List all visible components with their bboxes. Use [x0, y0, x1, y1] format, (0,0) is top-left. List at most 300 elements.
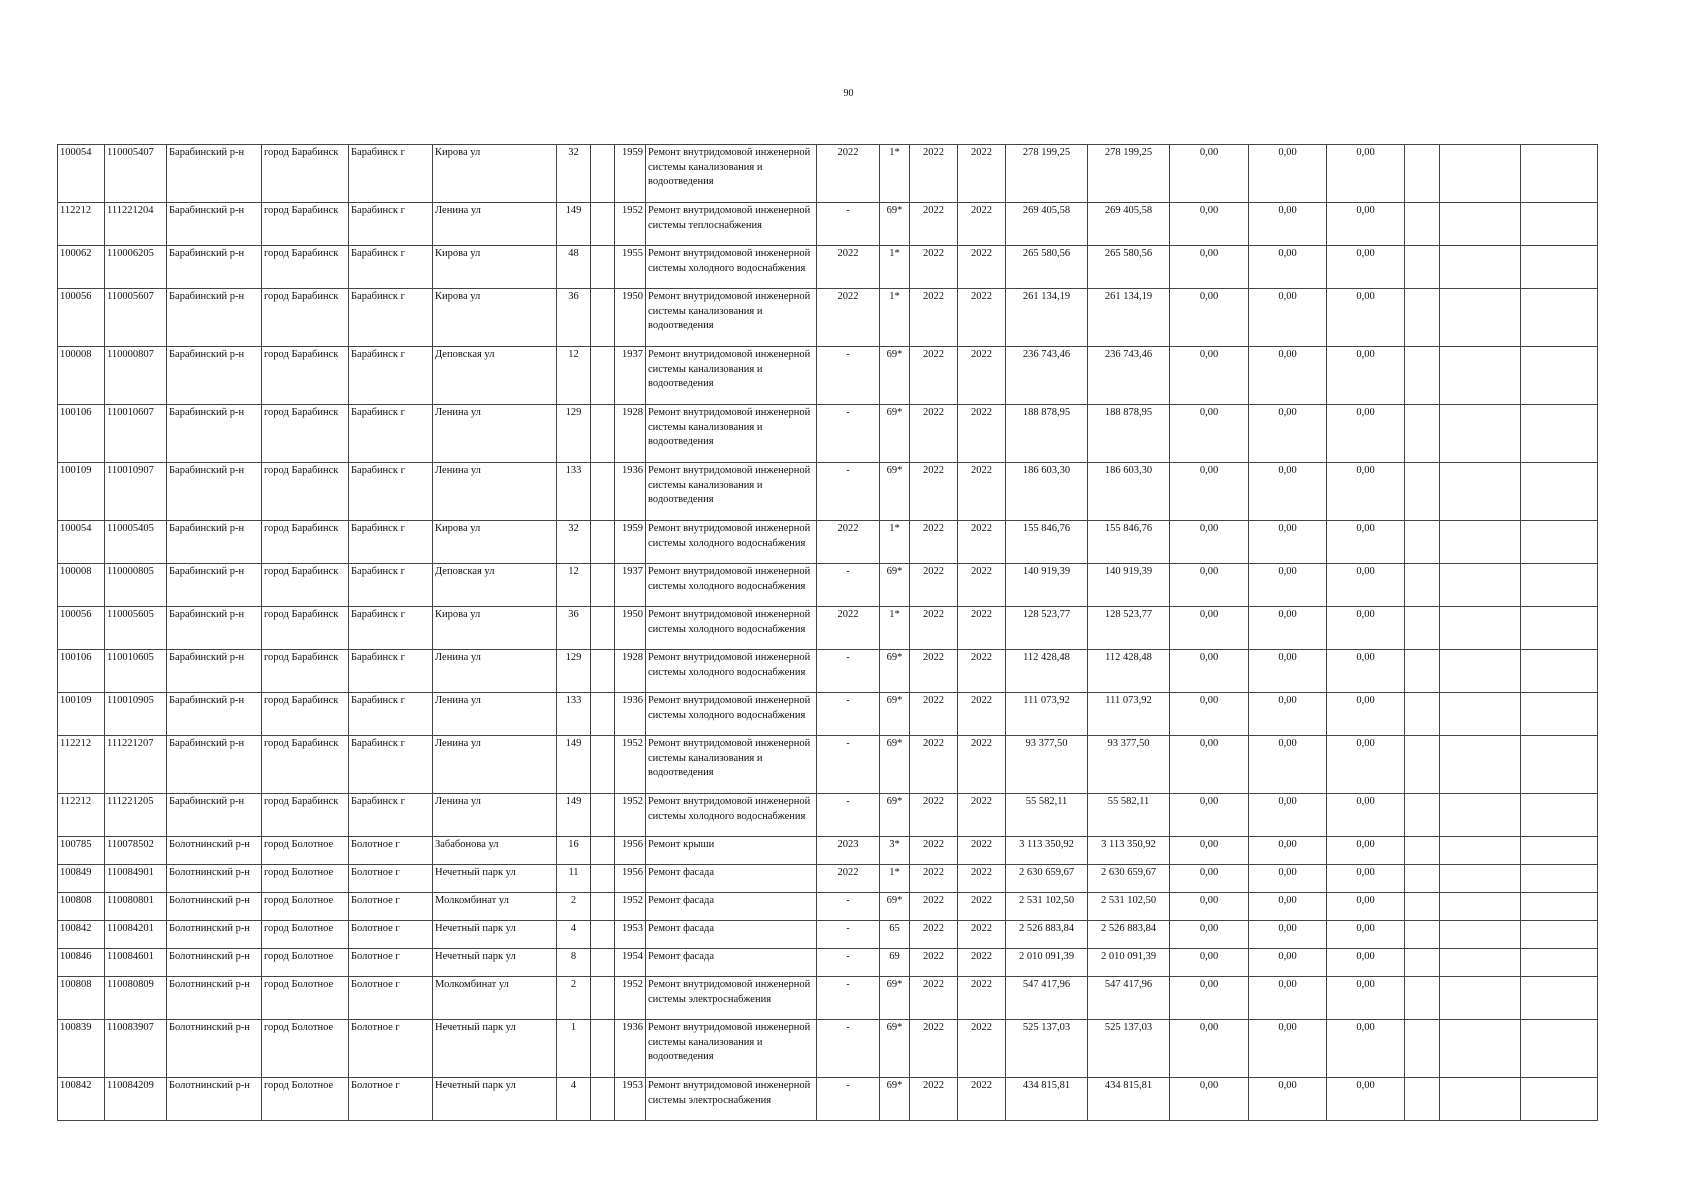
cell-total-cost: 265 580,56: [1006, 246, 1088, 289]
cell-budget-regional: 0,00: [1249, 289, 1327, 347]
cell-house-number: 149: [557, 794, 591, 837]
cell-street: Нечетный парк ул: [433, 949, 557, 977]
cell-extra-1: [1405, 1078, 1440, 1121]
cell-district: Барабинский р-н: [167, 521, 262, 564]
cell-street: Нечетный парк ул: [433, 865, 557, 893]
cell-settlement: город Барабинск: [262, 145, 349, 203]
cell-district: Барабинский р-н: [167, 289, 262, 347]
cell-budget-regional: 0,00: [1249, 246, 1327, 289]
cell-fund-cost: 112 428,48: [1088, 650, 1170, 693]
cell-building: [591, 607, 615, 650]
cell-house-id: 100008: [58, 347, 105, 405]
cell-construction-year: 1928: [615, 405, 646, 463]
cell-house-number: 32: [557, 521, 591, 564]
cell-start-year: 2022: [910, 289, 958, 347]
cell-object-code: 110005405: [105, 521, 167, 564]
cell-plan-year: -: [817, 1020, 880, 1078]
cell-basis-code: 69*: [880, 463, 910, 521]
table-row: [58, 1078, 1598, 1121]
cell-start-year: 2022: [910, 865, 958, 893]
cell-house-id: 100839: [58, 1020, 105, 1078]
cell-object-code: 110084209: [105, 1078, 167, 1121]
cell-budget-local: 0,00: [1327, 463, 1405, 521]
cell-settlement: город Барабинск: [262, 246, 349, 289]
cell-basis-code: 69*: [880, 893, 910, 921]
cell-house-id: 100808: [58, 977, 105, 1020]
cell-construction-year: 1959: [615, 145, 646, 203]
cell-work-type: Ремонт внутридомовой инженерной системы холодного водоснабжения: [646, 693, 817, 736]
cell-street: Ленина ул: [433, 693, 557, 736]
cell-house-number: 36: [557, 289, 591, 347]
cell-house-number: 12: [557, 564, 591, 607]
cell-budget-regional: 0,00: [1249, 650, 1327, 693]
table-row: [58, 564, 1598, 607]
cell-work-type: Ремонт внутридомовой инженерной системы теплоснабжения: [646, 203, 817, 246]
cell-basis-code: 1*: [880, 289, 910, 347]
cell-object-code: 110010905: [105, 693, 167, 736]
cell-work-type: Ремонт внутридомовой инженерной системы канализования и водоотведения: [646, 736, 817, 794]
cell-house-number: 149: [557, 203, 591, 246]
cell-extra-1: [1405, 289, 1440, 347]
cell-plan-year: -: [817, 921, 880, 949]
cell-street: Кирова ул: [433, 145, 557, 203]
cell-start-year: 2022: [910, 837, 958, 865]
cell-work-type: Ремонт фасада: [646, 921, 817, 949]
cell-house-id: 100849: [58, 865, 105, 893]
cell-budget-local: 0,00: [1327, 893, 1405, 921]
cell-start-year: 2022: [910, 893, 958, 921]
cell-building: [591, 347, 615, 405]
cell-object-code: 111221204: [105, 203, 167, 246]
cell-object-code: 110000807: [105, 347, 167, 405]
cell-start-year: 2022: [910, 794, 958, 837]
cell-total-cost: 261 134,19: [1006, 289, 1088, 347]
cell-house-id: 100054: [58, 521, 105, 564]
cell-house-id: 112212: [58, 736, 105, 794]
cell-basis-code: 69*: [880, 977, 910, 1020]
cell-house-id: 100842: [58, 1078, 105, 1121]
cell-plan-year: 2022: [817, 865, 880, 893]
cell-end-year: 2022: [958, 893, 1006, 921]
cell-street: Кирова ул: [433, 607, 557, 650]
cell-budget-regional: 0,00: [1249, 736, 1327, 794]
cell-budget-federal: 0,00: [1170, 893, 1249, 921]
cell-object-code: 110084901: [105, 865, 167, 893]
cell-total-cost: 2 630 659,67: [1006, 865, 1088, 893]
cell-end-year: 2022: [958, 736, 1006, 794]
cell-work-type: Ремонт внутридомовой инженерной системы холодного водоснабжения: [646, 246, 817, 289]
cell-locality: Болотное г: [349, 921, 433, 949]
cell-budget-federal: 0,00: [1170, 650, 1249, 693]
cell-street: Нечетный парк ул: [433, 1078, 557, 1121]
cell-fund-cost: 278 199,25: [1088, 145, 1170, 203]
cell-building: [591, 1020, 615, 1078]
cell-construction-year: 1955: [615, 246, 646, 289]
cell-house-id: 100106: [58, 405, 105, 463]
cell-budget-regional: 0,00: [1249, 203, 1327, 246]
cell-construction-year: 1953: [615, 921, 646, 949]
cell-street: Кирова ул: [433, 521, 557, 564]
cell-plan-year: -: [817, 650, 880, 693]
cell-object-code: 110010605: [105, 650, 167, 693]
cell-budget-regional: 0,00: [1249, 949, 1327, 977]
cell-district: Барабинский р-н: [167, 607, 262, 650]
cell-start-year: 2022: [910, 693, 958, 736]
cell-extra-1: [1405, 145, 1440, 203]
cell-building: [591, 921, 615, 949]
cell-total-cost: 186 603,30: [1006, 463, 1088, 521]
cell-basis-code: 1*: [880, 145, 910, 203]
cell-budget-federal: 0,00: [1170, 246, 1249, 289]
cell-extra-3: [1521, 865, 1598, 893]
cell-street: Деповская ул: [433, 564, 557, 607]
cell-extra-1: [1405, 693, 1440, 736]
cell-plan-year: -: [817, 347, 880, 405]
cell-end-year: 2022: [958, 521, 1006, 564]
cell-end-year: 2022: [958, 977, 1006, 1020]
cell-work-type: Ремонт внутридомовой инженерной системы канализования и водоотведения: [646, 289, 817, 347]
cell-end-year: 2022: [958, 246, 1006, 289]
cell-settlement: город Барабинск: [262, 203, 349, 246]
cell-end-year: 2022: [958, 607, 1006, 650]
table-row: [58, 463, 1598, 521]
cell-object-code: 110083907: [105, 1020, 167, 1078]
cell-plan-year: -: [817, 736, 880, 794]
cell-street: Кирова ул: [433, 289, 557, 347]
cell-house-number: 12: [557, 347, 591, 405]
cell-budget-regional: 0,00: [1249, 1020, 1327, 1078]
cell-extra-3: [1521, 693, 1598, 736]
cell-extra-2: [1440, 693, 1521, 736]
cell-start-year: 2022: [910, 347, 958, 405]
cell-budget-federal: 0,00: [1170, 921, 1249, 949]
cell-street: Ленина ул: [433, 736, 557, 794]
cell-extra-1: [1405, 949, 1440, 977]
cell-street: Ленина ул: [433, 405, 557, 463]
cell-start-year: 2022: [910, 650, 958, 693]
cell-start-year: 2022: [910, 246, 958, 289]
cell-plan-year: -: [817, 405, 880, 463]
cell-district: Болотнинский р-н: [167, 893, 262, 921]
cell-extra-3: [1521, 837, 1598, 865]
cell-work-type: Ремонт внутридомовой инженерной системы холодного водоснабжения: [646, 564, 817, 607]
cell-end-year: 2022: [958, 145, 1006, 203]
cell-start-year: 2022: [910, 736, 958, 794]
cell-extra-2: [1440, 949, 1521, 977]
table-row: [58, 837, 1598, 865]
cell-fund-cost: 2 010 091,39: [1088, 949, 1170, 977]
cell-total-cost: 55 582,11: [1006, 794, 1088, 837]
cell-work-type: Ремонт фасада: [646, 893, 817, 921]
cell-basis-code: 69*: [880, 347, 910, 405]
cell-work-type: Ремонт крыши: [646, 837, 817, 865]
cell-budget-regional: 0,00: [1249, 607, 1327, 650]
cell-extra-3: [1521, 736, 1598, 794]
cell-fund-cost: 188 878,95: [1088, 405, 1170, 463]
cell-extra-2: [1440, 564, 1521, 607]
cell-street: Ленина ул: [433, 463, 557, 521]
cell-object-code: 110006205: [105, 246, 167, 289]
cell-total-cost: 188 878,95: [1006, 405, 1088, 463]
cell-district: Барабинский р-н: [167, 463, 262, 521]
cell-plan-year: -: [817, 949, 880, 977]
cell-budget-local: 0,00: [1327, 1020, 1405, 1078]
cell-construction-year: 1937: [615, 347, 646, 405]
cell-budget-federal: 0,00: [1170, 794, 1249, 837]
cell-budget-regional: 0,00: [1249, 145, 1327, 203]
cell-end-year: 2022: [958, 921, 1006, 949]
cell-locality: Барабинск г: [349, 693, 433, 736]
cell-settlement: город Барабинск: [262, 693, 349, 736]
table-row: [58, 289, 1598, 347]
cell-construction-year: 1952: [615, 736, 646, 794]
cell-locality: Болотное г: [349, 865, 433, 893]
cell-budget-regional: 0,00: [1249, 463, 1327, 521]
cell-budget-federal: 0,00: [1170, 837, 1249, 865]
cell-extra-3: [1521, 1020, 1598, 1078]
cell-locality: Болотное г: [349, 893, 433, 921]
cell-fund-cost: 111 073,92: [1088, 693, 1170, 736]
cell-object-code: 110005607: [105, 289, 167, 347]
cell-budget-local: 0,00: [1327, 564, 1405, 607]
cell-budget-federal: 0,00: [1170, 736, 1249, 794]
cell-extra-1: [1405, 521, 1440, 564]
cell-total-cost: 2 531 102,50: [1006, 893, 1088, 921]
cell-plan-year: -: [817, 893, 880, 921]
cell-locality: Барабинск г: [349, 246, 433, 289]
cell-district: Болотнинский р-н: [167, 1078, 262, 1121]
cell-budget-local: 0,00: [1327, 521, 1405, 564]
cell-basis-code: 69*: [880, 1020, 910, 1078]
cell-house-id: 100846: [58, 949, 105, 977]
cell-construction-year: 1952: [615, 977, 646, 1020]
cell-extra-3: [1521, 145, 1598, 203]
cell-work-type: Ремонт внутридомовой инженерной системы холодного водоснабжения: [646, 794, 817, 837]
cell-fund-cost: 434 815,81: [1088, 1078, 1170, 1121]
cell-extra-3: [1521, 921, 1598, 949]
cell-extra-3: [1521, 203, 1598, 246]
cell-extra-2: [1440, 203, 1521, 246]
cell-settlement: город Барабинск: [262, 521, 349, 564]
cell-building: [591, 463, 615, 521]
cell-basis-code: 69*: [880, 794, 910, 837]
cell-fund-cost: 3 113 350,92: [1088, 837, 1170, 865]
cell-house-number: 129: [557, 650, 591, 693]
cell-extra-2: [1440, 837, 1521, 865]
cell-start-year: 2022: [910, 921, 958, 949]
cell-locality: Барабинск г: [349, 607, 433, 650]
cell-extra-3: [1521, 977, 1598, 1020]
cell-work-type: Ремонт внутридомовой инженерной системы холодного водоснабжения: [646, 650, 817, 693]
cell-building: [591, 977, 615, 1020]
cell-district: Барабинский р-н: [167, 246, 262, 289]
cell-extra-2: [1440, 289, 1521, 347]
cell-fund-cost: 155 846,76: [1088, 521, 1170, 564]
cell-street: Нечетный парк ул: [433, 1020, 557, 1078]
cell-budget-local: 0,00: [1327, 405, 1405, 463]
cell-plan-year: 2023: [817, 837, 880, 865]
cell-settlement: город Барабинск: [262, 463, 349, 521]
cell-budget-federal: 0,00: [1170, 203, 1249, 246]
cell-budget-regional: 0,00: [1249, 837, 1327, 865]
cell-object-code: 110010607: [105, 405, 167, 463]
cell-total-cost: 155 846,76: [1006, 521, 1088, 564]
cell-street: Ленина ул: [433, 794, 557, 837]
cell-extra-2: [1440, 607, 1521, 650]
cell-extra-2: [1440, 921, 1521, 949]
cell-start-year: 2022: [910, 1020, 958, 1078]
cell-locality: Барабинск г: [349, 405, 433, 463]
cell-start-year: 2022: [910, 405, 958, 463]
cell-budget-local: 0,00: [1327, 921, 1405, 949]
cell-total-cost: 111 073,92: [1006, 693, 1088, 736]
cell-budget-local: 0,00: [1327, 1078, 1405, 1121]
cell-budget-federal: 0,00: [1170, 521, 1249, 564]
cell-settlement: город Болотное: [262, 1020, 349, 1078]
cell-plan-year: -: [817, 794, 880, 837]
cell-work-type: Ремонт внутридомовой инженерной системы электроснабжения: [646, 977, 817, 1020]
cell-budget-regional: 0,00: [1249, 893, 1327, 921]
cell-district: Барабинский р-н: [167, 650, 262, 693]
cell-budget-local: 0,00: [1327, 145, 1405, 203]
cell-extra-1: [1405, 650, 1440, 693]
cell-district: Барабинский р-н: [167, 203, 262, 246]
cell-total-cost: 2 010 091,39: [1006, 949, 1088, 977]
cell-house-id: 100109: [58, 463, 105, 521]
cell-total-cost: 140 919,39: [1006, 564, 1088, 607]
cell-construction-year: 1956: [615, 837, 646, 865]
cell-budget-local: 0,00: [1327, 289, 1405, 347]
cell-plan-year: -: [817, 1078, 880, 1121]
cell-building: [591, 893, 615, 921]
cell-house-number: 11: [557, 865, 591, 893]
cell-work-type: Ремонт фасада: [646, 949, 817, 977]
cell-budget-federal: 0,00: [1170, 145, 1249, 203]
cell-budget-federal: 0,00: [1170, 865, 1249, 893]
cell-fund-cost: 525 137,03: [1088, 1020, 1170, 1078]
cell-extra-3: [1521, 289, 1598, 347]
cell-house-id: 100008: [58, 564, 105, 607]
cell-work-type: Ремонт внутридомовой инженерной системы холодного водоснабжения: [646, 607, 817, 650]
cell-district: Барабинский р-н: [167, 693, 262, 736]
cell-house-number: 4: [557, 1078, 591, 1121]
cell-extra-1: [1405, 203, 1440, 246]
cell-settlement: город Болотное: [262, 837, 349, 865]
cell-budget-local: 0,00: [1327, 949, 1405, 977]
cell-basis-code: 69*: [880, 564, 910, 607]
table-row: [58, 405, 1598, 463]
cell-fund-cost: 93 377,50: [1088, 736, 1170, 794]
cell-settlement: город Барабинск: [262, 347, 349, 405]
cell-settlement: город Болотное: [262, 977, 349, 1020]
cell-budget-federal: 0,00: [1170, 977, 1249, 1020]
cell-start-year: 2022: [910, 203, 958, 246]
cell-plan-year: -: [817, 977, 880, 1020]
cell-object-code: 111221207: [105, 736, 167, 794]
cell-extra-3: [1521, 893, 1598, 921]
cell-house-id: 100808: [58, 893, 105, 921]
cell-house-id: 112212: [58, 203, 105, 246]
cell-budget-federal: 0,00: [1170, 949, 1249, 977]
cell-extra-1: [1405, 347, 1440, 405]
cell-settlement: город Барабинск: [262, 650, 349, 693]
cell-budget-regional: 0,00: [1249, 564, 1327, 607]
cell-total-cost: 434 815,81: [1006, 1078, 1088, 1121]
cell-locality: Барабинск г: [349, 347, 433, 405]
cell-extra-3: [1521, 463, 1598, 521]
cell-work-type: Ремонт внутридомовой инженерной системы электроснабжения: [646, 1078, 817, 1121]
cell-extra-2: [1440, 1078, 1521, 1121]
cell-extra-2: [1440, 977, 1521, 1020]
cell-settlement: город Болотное: [262, 1078, 349, 1121]
cell-budget-local: 0,00: [1327, 837, 1405, 865]
cell-extra-3: [1521, 949, 1598, 977]
cell-district: Болотнинский р-н: [167, 1020, 262, 1078]
cell-end-year: 2022: [958, 289, 1006, 347]
cell-district: Болотнинский р-н: [167, 977, 262, 1020]
cell-fund-cost: 140 919,39: [1088, 564, 1170, 607]
cell-extra-1: [1405, 463, 1440, 521]
table-row: [58, 607, 1598, 650]
cell-object-code: 110084601: [105, 949, 167, 977]
cell-house-number: 129: [557, 405, 591, 463]
cell-budget-local: 0,00: [1327, 977, 1405, 1020]
cell-extra-2: [1440, 893, 1521, 921]
cell-construction-year: 1959: [615, 521, 646, 564]
cell-house-id: 100062: [58, 246, 105, 289]
cell-construction-year: 1936: [615, 463, 646, 521]
cell-house-number: 8: [557, 949, 591, 977]
cell-budget-local: 0,00: [1327, 650, 1405, 693]
cell-fund-cost: 547 417,96: [1088, 977, 1170, 1020]
cell-extra-2: [1440, 736, 1521, 794]
cell-building: [591, 693, 615, 736]
table-row: [58, 893, 1598, 921]
cell-extra-2: [1440, 145, 1521, 203]
cell-budget-federal: 0,00: [1170, 1020, 1249, 1078]
cell-house-number: 133: [557, 693, 591, 736]
cell-total-cost: 112 428,48: [1006, 650, 1088, 693]
cell-total-cost: 269 405,58: [1006, 203, 1088, 246]
cell-fund-cost: 269 405,58: [1088, 203, 1170, 246]
cell-street: Нечетный парк ул: [433, 921, 557, 949]
cell-extra-3: [1521, 607, 1598, 650]
cell-building: [591, 246, 615, 289]
table-row: [58, 865, 1598, 893]
cell-building: [591, 203, 615, 246]
cell-house-number: 2: [557, 893, 591, 921]
cell-construction-year: 1950: [615, 289, 646, 347]
cell-extra-1: [1405, 246, 1440, 289]
cell-house-id: 100056: [58, 607, 105, 650]
cell-start-year: 2022: [910, 1078, 958, 1121]
cell-extra-3: [1521, 564, 1598, 607]
cell-work-type: Ремонт внутридомовой инженерной системы канализования и водоотведения: [646, 145, 817, 203]
cell-extra-2: [1440, 246, 1521, 289]
cell-basis-code: 1*: [880, 607, 910, 650]
cell-basis-code: 1*: [880, 521, 910, 564]
cell-house-id: 100842: [58, 921, 105, 949]
cell-locality: Болотное г: [349, 1020, 433, 1078]
cell-basis-code: 1*: [880, 246, 910, 289]
cell-work-type: Ремонт внутридомовой инженерной системы канализования и водоотведения: [646, 347, 817, 405]
cell-work-type: Ремонт внутридомовой инженерной системы холодного водоснабжения: [646, 521, 817, 564]
cell-extra-3: [1521, 347, 1598, 405]
cell-settlement: город Болотное: [262, 949, 349, 977]
cell-extra-1: [1405, 893, 1440, 921]
cell-street: Молкомбинат ул: [433, 977, 557, 1020]
table-row: [58, 145, 1598, 203]
